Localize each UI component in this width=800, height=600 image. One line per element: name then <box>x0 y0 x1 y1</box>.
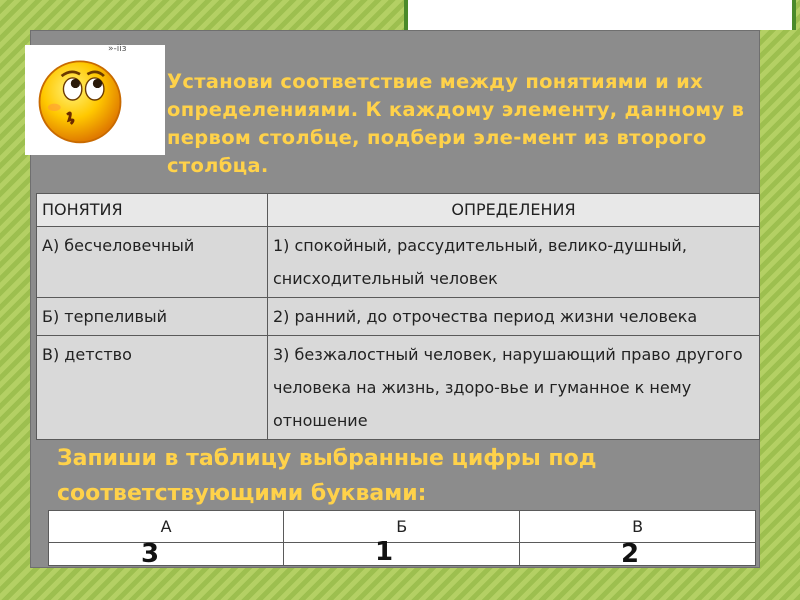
table-row <box>37 298 760 336</box>
table-header-row <box>37 194 760 227</box>
term-cell: В) детство <box>37 336 268 440</box>
thinking-emoji-icon <box>34 54 126 146</box>
answer-value-b: 1 <box>375 537 394 567</box>
table-row <box>37 227 760 298</box>
header-concepts: ПОНЯТИЯ <box>37 194 268 227</box>
definition-cell: 2) ранний, до отрочества период жизни человека <box>268 298 760 336</box>
term-cell: А) бесчеловечный <box>37 227 268 298</box>
definition-cell: 3) безжалостный человек, нарушающий право другого человека на жизнь, здоро-вье и гуманное к нему отношение <box>268 336 760 440</box>
matching-table <box>36 193 760 440</box>
answer-value-v: 2 <box>621 539 640 569</box>
table-row <box>37 336 760 440</box>
answer-header-row <box>49 511 756 543</box>
answer-cell-b[interactable] <box>284 543 520 566</box>
header-definitions: ОПРЕДЕЛЕНИЯ <box>268 194 760 227</box>
instruction-text: Запиши в таблицу выбранные цифры под соответствующими буквами: <box>57 446 597 506</box>
term-cell: Б) терпеливый <box>37 298 268 336</box>
answer-value-a: 3 <box>141 539 160 569</box>
answer-header-b: Б <box>284 511 520 543</box>
top-white-box <box>404 0 796 30</box>
answer-header-v: В <box>520 511 756 543</box>
emoji-caption: »-iiз <box>108 44 127 54</box>
task-title: Установи соответствие между понятиями и их определениями. К каждому элементу, данному в первом столбце, подбери эле-мент из второго столбца. <box>167 70 745 177</box>
answer-cell-a[interactable] <box>49 539 284 569</box>
definition-cell: 1) спокойный, рассудительный, велико-душный, снисходительный человек <box>268 227 760 298</box>
answer-header-a: А <box>49 511 284 543</box>
